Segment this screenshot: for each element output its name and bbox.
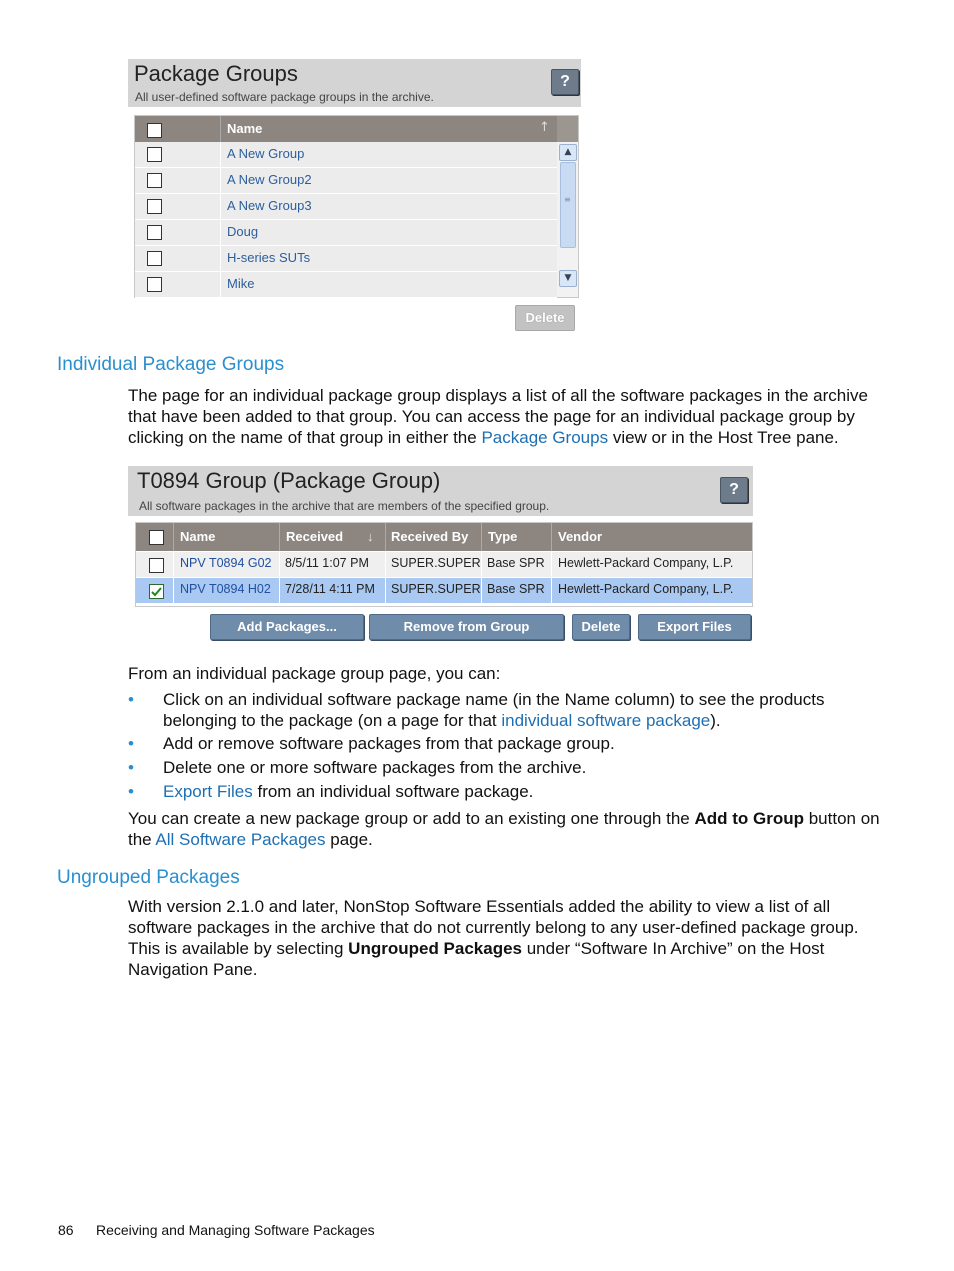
export-files-button[interactable]: Export Files: [638, 614, 751, 640]
scroll-up-icon[interactable]: ▲: [559, 144, 577, 161]
table-row: [136, 552, 752, 577]
select-all-checkbox[interactable]: [147, 123, 162, 138]
received-by: SUPER.SUPER: [391, 582, 481, 596]
table-row: [135, 246, 557, 272]
package-name-link[interactable]: NPV T0894 H02: [180, 582, 271, 596]
sort-ascending-icon[interactable]: ↑: [539, 120, 550, 135]
package-type: Base SPR: [487, 582, 545, 596]
bullet-icon: •: [128, 734, 134, 753]
package-group-screenshot: [128, 466, 754, 644]
remove-from-group-button[interactable]: Remove from Group: [369, 614, 564, 640]
table-row: [135, 168, 557, 194]
bullet-icon: •: [128, 758, 134, 777]
package-groups-table: [134, 115, 579, 298]
section1-paragraph: The page for an individual package group displays a list of all the software packages in the archive that have been added to that group. You can access the page for an individual package group by clicking on the name of that group in either the Package Groups view or in the Host Tree pane.: [128, 386, 868, 447]
scrollbar-thumb[interactable]: ≡: [560, 162, 576, 248]
table-row: [135, 220, 557, 246]
row-checkbox[interactable]: [149, 558, 164, 573]
delete-button[interactable]: Delete: [515, 305, 575, 331]
table-body: [135, 142, 557, 298]
checkmark-icon: [150, 585, 163, 598]
column-header-type[interactable]: Type: [488, 529, 518, 544]
row-checkbox-checked[interactable]: [149, 584, 164, 599]
table-header: [135, 116, 557, 142]
group-name-link[interactable]: Doug: [227, 224, 259, 239]
help-button[interactable]: ?: [720, 477, 748, 503]
row-checkbox[interactable]: [147, 199, 162, 214]
row-checkbox[interactable]: [147, 225, 162, 240]
scroll-down-icon[interactable]: ▼: [559, 270, 577, 287]
row-checkbox[interactable]: [147, 173, 162, 188]
add-packages-button[interactable]: Add Packages...: [210, 614, 364, 640]
all-software-packages-link[interactable]: All Software Packages: [155, 830, 326, 849]
column-header-received-by[interactable]: Received By: [391, 529, 469, 544]
table-row: [135, 142, 557, 168]
group-name-link[interactable]: H-series SUTs: [227, 250, 311, 265]
help-button[interactable]: ?: [551, 69, 579, 95]
received-by: SUPER.SUPER: [391, 556, 481, 570]
row-checkbox[interactable]: [147, 277, 162, 292]
vendor: Hewlett-Packard Company, L.P.: [558, 556, 734, 570]
package-groups-link[interactable]: Package Groups: [481, 428, 609, 447]
table-row: [135, 272, 557, 298]
footer-chapter-title: Receiving and Managing Software Packages: [96, 1222, 375, 1238]
select-all-checkbox[interactable]: [149, 530, 164, 545]
export-files-link[interactable]: Export Files: [163, 782, 253, 801]
table-row: [135, 194, 557, 220]
add-to-group-paragraph: You can create a new package group or add to an existing one through the Add to Group button on the All Software Packages page.: [128, 809, 880, 849]
received-date: 7/28/11 4:11 PM: [285, 582, 375, 596]
column-header-vendor[interactable]: Vendor: [558, 529, 603, 544]
table-header: [136, 523, 752, 551]
package-group-header: [128, 466, 753, 516]
bullet-icon: •: [128, 782, 134, 801]
delete-button[interactable]: Delete: [572, 614, 630, 640]
sort-descending-icon[interactable]: ↓: [367, 529, 374, 544]
vertical-scrollbar[interactable]: [557, 142, 578, 297]
package-name-link[interactable]: NPV T0894 G02: [180, 556, 272, 570]
column-header-received[interactable]: Received: [286, 529, 344, 544]
column-header-name[interactable]: Name: [227, 121, 263, 136]
group-name-link[interactable]: A New Group: [227, 146, 305, 161]
package-group-title: T0894 Group (Package Group): [137, 468, 441, 493]
section2-paragraph: With version 2.1.0 and later, NonStop Software Essentials added the ability to view a list of all software packages in the archive that do not currently belong to any user-defined package group. This is available by selecting Ungrouped Packages under “Software In Archive” on the Host Navigation Pane.: [128, 897, 859, 979]
bullet-icon: •: [128, 690, 134, 709]
group-packages-table: [135, 522, 753, 607]
package-groups-title: Package Groups: [134, 61, 298, 86]
group-name-link[interactable]: A New Group2: [227, 172, 312, 187]
package-groups-screenshot: [128, 59, 581, 333]
section-heading-ungrouped-packages: Ungrouped Packages: [57, 867, 240, 888]
row-checkbox[interactable]: [147, 147, 162, 162]
table-row-selected: [136, 578, 752, 603]
intro-text: From an individual package group page, you can:: [128, 664, 501, 683]
group-name-link[interactable]: A New Group3: [227, 198, 312, 213]
package-groups-header: [128, 59, 581, 107]
received-date: 8/5/11 1:07 PM: [285, 556, 369, 570]
package-group-subtitle: All software packages in the archive that are members of the specified group.: [139, 499, 550, 513]
column-header-name[interactable]: Name: [180, 529, 216, 544]
page-number: 86: [58, 1222, 74, 1238]
vendor: Hewlett-Packard Company, L.P.: [558, 582, 734, 596]
package-groups-subtitle: All user-defined software package groups in the archive.: [135, 90, 434, 104]
group-name-link[interactable]: Mike: [227, 276, 255, 291]
individual-software-package-link[interactable]: individual software package: [501, 711, 711, 730]
package-type: Base SPR: [487, 556, 545, 570]
section-heading-individual-package-groups: Individual Package Groups: [57, 354, 285, 375]
row-checkbox[interactable]: [147, 251, 162, 266]
